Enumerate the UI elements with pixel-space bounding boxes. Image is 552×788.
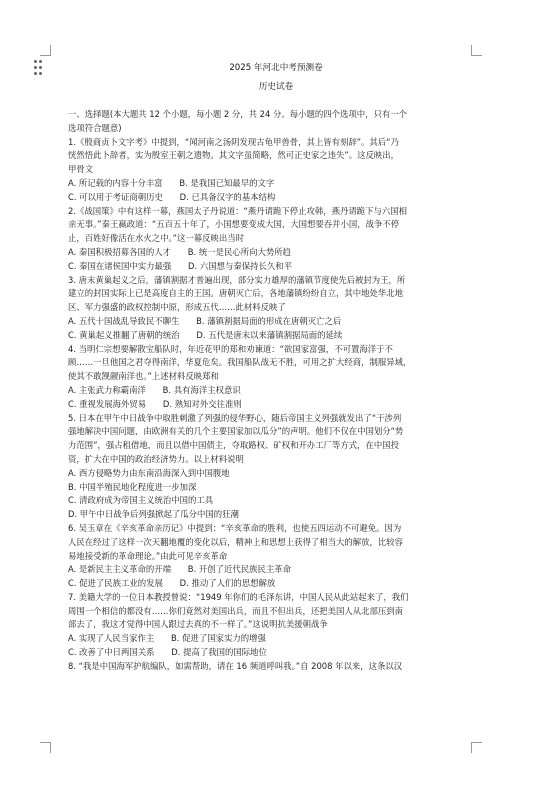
text-line: C. 黄巢起义推翻了唐朝的统治 D. 五代是唐末以来藩镇割据局面的延续	[68, 329, 343, 340]
text-line: A. 秦国积极招募各国的人才 B. 统一是民心所向大势所趋	[68, 246, 291, 257]
text-line: B. 中国半殖民地化程度进一步加深	[68, 481, 197, 492]
text-line: 2.《战国策》中有这样一幕，燕国太子丹说道：“燕丹请跪下停止攻韩，燕丹请跪下与六国相	[68, 205, 407, 216]
text-line: 4. 当明仁宗想要解散宝船队时，年近花甲的郑和劝谏道：“欲国家富强，不可置海洋于不	[68, 343, 393, 354]
text-line: 6. 吴玉章在《辛亥革命亲历记》中提到：“辛亥革命的胜利，也使五四运动不可避免。因为	[68, 522, 402, 533]
text-line: 5. 日本在甲午中日战争中取胜刺激了列强的侵华野心，随后帝国主义列强就发出了“干涉列	[68, 412, 402, 423]
text-line: 止，百姓好像活在水火之中。”这一幕反映出当时	[68, 233, 245, 244]
exam-body	[68, 108, 480, 674]
text-line: 7. 美籍大学的一位日本教授曾说：“1949 年你们的毛泽东讲，中国人民从此站起来了，我们	[68, 591, 409, 602]
crop-mark-top-left	[40, 45, 51, 56]
text-line: 区、军力强盛的政权控制中原，形成五代……此材料反映了	[68, 302, 286, 313]
text-line: C. 重视发展海外贸易 D. 熟知对外交往准则	[68, 398, 242, 409]
text-line: C. 改善了中日两国关系 D. 提高了我国的国际地位	[68, 647, 267, 658]
text-line: A. 主张武力称霸南洋 B. 具有海洋主权意识	[68, 384, 241, 395]
crop-mark-bottom-right	[471, 742, 482, 753]
text-line: 8. “我是中国海军护航编队，如需帮助，请在 16 频道呼叫我。”自 2008 年以来，这条以汉	[68, 660, 403, 671]
text-line: 易地接受新的革命理论。”由此可见辛亥革命	[68, 550, 228, 561]
text-line: C. 秦国在诸侯国中实力最强 D. 六国想与秦保持长久和平	[68, 260, 292, 271]
text-line: 部去了，我这才觉得中国人跟过去真的不一样了。”这说明抗美援朝战争	[68, 619, 328, 630]
text-line: 亲无事。”秦王嬴政道：“五百五十年了，小国想要变成大国，大国想要吞并小国，战争不停	[68, 219, 400, 230]
text-line: A. 西方侵略势力由东南沿海深入到中国腹地	[68, 467, 230, 478]
text-line: 建立的封国实际上已是高度自主的王国。唐朝灭亡后，各地藩镇纷纷自立，其中地处华北地	[68, 288, 403, 299]
text-line: 强地解决中国问题，由欧洲有关的几个主要国家加以瓜分”的声明。他们不仅在中国划分“势	[68, 426, 404, 437]
text-line: 一、选择题(本大题共 12 个小题，每小题 2 分，共 24 分。每小题的四个选项中，只有一个	[68, 109, 408, 119]
text-line: 力范围”，强占租借地，而且以借中国债主，夺取路权、矿权和开办工厂等方式，在中国投	[68, 440, 399, 451]
text-line: 选项符合题意)	[68, 122, 122, 133]
text-line: 甲骨文	[68, 164, 94, 175]
crop-mark-top-right	[471, 45, 482, 56]
text-line: 1.《殷商贞卜文字考》中提到，“闻河南之汤阴发现古龟甲兽骨，其上皆有刻辞”。其后“乃	[68, 136, 399, 147]
text-line: C. 可以用于考证商朝历史 D. 已具备汉字的基本结构	[68, 191, 276, 202]
crop-mark-bottom-left	[40, 742, 51, 753]
text-line: 使其不敢觊觎南洋也。”上述材料反映郑和	[68, 371, 219, 382]
text-line: 资，扩大在中国的政治经济势力。以上材料说明	[68, 453, 244, 464]
text-line: 人民在经过了这样一次天翻地覆的变化以后，精神上和思想上获得了相当大的解放，比较容	[68, 536, 403, 547]
exam-title: 2025 年河北中考预测卷	[229, 63, 323, 73]
text-line: 恍然悟此卜辞者，实为殷室王朝之遗物。其文字虽简略，然可正史家之违失”。这反映出，	[68, 150, 399, 161]
text-line: 3. 唐末黄巢起义之后，藩镇割据才普遍出现，部分实力雄厚的藩镇节度使先后被封为王，所	[68, 274, 406, 285]
text-line: 顾……一旦他国之君夺得南洋，华夏危矣。我国船队战无不胜，可用之扩大经商，制服异域，	[68, 357, 412, 368]
text-line: 周围一个相信的都没有……你们竟然对美国出兵，而且不但出兵，还把美国人从北部压到南	[68, 605, 403, 616]
text-line: C. 清政府成为帝国主义统治中国的工具	[68, 495, 214, 506]
text-line: C. 促进了民族工业的发展 D. 推动了人们的思想解放	[68, 578, 276, 589]
exam-subtitle: 历史试卷	[258, 82, 294, 92]
text-line: A. 五代十国战乱导致民不聊生 B. 藩镇割据局面的形成在唐朝灭亡之后	[68, 315, 342, 326]
text-line: A. 是新民主主义革命的开端 B. 开创了近代民族民主革命	[68, 564, 291, 575]
text-line: A. 实现了人民当家作主 B. 促进了国家实力的增强	[68, 633, 266, 644]
text-line: A. 所记载的内容十分丰富 B. 是我国已知最早的文字	[68, 177, 275, 188]
text-line: D. 甲午中日战争后列强掀起了瓜分中国的狂潮	[68, 509, 239, 520]
